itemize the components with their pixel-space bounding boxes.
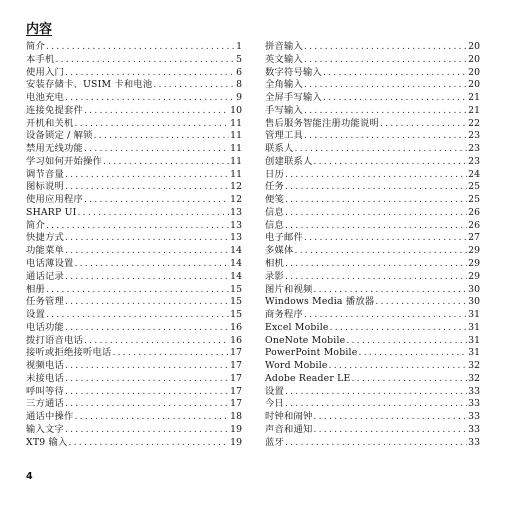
toc-entry-title: 管理工具: [265, 130, 303, 142]
dot-leader: [304, 130, 467, 143]
toc-entry-title: 未接电话: [26, 372, 64, 384]
toc-entry-title: 图片和视频: [265, 283, 313, 295]
toc-entry-page: 29: [468, 258, 480, 270]
toc-entry-title: 设备锁定 / 解锁: [26, 130, 93, 142]
toc-entry-title: 售后服务智能注册功能说明: [265, 117, 379, 129]
dot-leader: [65, 67, 235, 80]
toc-entry[interactable]: [26, 424, 242, 437]
toc-entry-title: 视频电话: [26, 360, 64, 372]
toc-entry-page: 30: [468, 283, 480, 295]
toc-entry[interactable]: [26, 411, 242, 424]
toc-entry-page: 13: [230, 219, 242, 231]
toc-entry-title: Adobe Reader LE: [265, 372, 351, 384]
toc-entry-title: 功能菜单: [26, 245, 64, 257]
toc-entry[interactable]: [265, 347, 480, 360]
toc-entry[interactable]: [265, 245, 480, 258]
toc-entry-title: 信息: [265, 206, 284, 218]
toc-entry-title: 蓝牙: [265, 436, 284, 448]
toc-entry-page: 27: [468, 232, 480, 244]
toc-entry[interactable]: [265, 156, 480, 169]
dot-leader: [153, 79, 235, 92]
toc-entry[interactable]: [265, 220, 480, 233]
toc-entry-title: 相机: [265, 258, 284, 270]
toc-entry-title: 连接免提套件: [26, 104, 83, 116]
toc-entry[interactable]: [265, 92, 480, 105]
dot-leader: [65, 181, 229, 194]
toc-entry-title: OneNote Mobile: [265, 334, 346, 346]
toc-entry-title: 全屏手写输入: [265, 92, 322, 104]
toc-entry-page: 26: [468, 219, 480, 231]
toc-entry[interactable]: [265, 67, 480, 80]
toc-entry-page: 16: [230, 321, 242, 333]
dot-leader: [94, 130, 230, 143]
toc-entry-title: 接听或拒绝接听电话: [26, 347, 112, 359]
toc-entry-page: 6: [236, 66, 242, 78]
toc-entry-title: 电池充电: [26, 92, 64, 104]
toc-entry-title: 呼叫等待: [26, 385, 64, 397]
dot-leader: [68, 437, 229, 450]
toc-entry-title: 快捷方式: [26, 232, 64, 244]
dot-leader: [330, 322, 468, 335]
toc-entry-page: 12: [230, 181, 242, 193]
toc-entry-title: 录影: [265, 270, 284, 282]
toc-entry-page: 25: [468, 181, 480, 193]
toc-entry-title: 今日: [265, 398, 284, 410]
toc-entry-page: 16: [230, 334, 242, 346]
toc-entry-page: 20: [468, 53, 480, 65]
toc-entry-title: 拨打语音电话: [26, 334, 83, 346]
toc-entry-title: Word Mobile: [265, 360, 328, 372]
toc-entry[interactable]: [26, 156, 242, 169]
toc-entry-page: 33: [468, 411, 480, 423]
toc-entry-page: 23: [468, 155, 480, 167]
toc-entry-page: 29: [468, 270, 480, 282]
toc-entry[interactable]: [265, 232, 480, 245]
toc-entry-page: 13: [230, 206, 242, 218]
dot-leader: [304, 41, 467, 54]
toc-column-left: [26, 41, 242, 450]
dot-leader: [65, 296, 229, 309]
toc-entry-page: 5: [236, 53, 242, 65]
toc-entry-page: 31: [468, 347, 480, 359]
toc-entry[interactable]: [26, 194, 242, 207]
toc-entry-page: 11: [230, 155, 242, 167]
dot-leader: [75, 118, 230, 131]
dot-leader: [285, 207, 467, 220]
toc-entry-title: 拼音输入: [265, 41, 303, 52]
toc-entry[interactable]: [26, 143, 242, 156]
toc-entry-title: 日历: [265, 168, 284, 180]
toc-entry-page: 24: [468, 168, 480, 180]
toc-entry-page: 33: [468, 398, 480, 410]
toc-entry[interactable]: [265, 296, 480, 309]
toc-entry-page: 19: [230, 436, 242, 448]
dot-leader: [285, 271, 467, 284]
toc-entry[interactable]: [26, 335, 242, 348]
dot-leader: [285, 194, 467, 207]
toc-entry[interactable]: [265, 54, 480, 67]
toc-entry[interactable]: [265, 322, 480, 335]
toc-entry-page: 14: [230, 270, 242, 282]
toc-entry-page: 31: [468, 321, 480, 333]
toc-entry-title: 三方通话: [26, 398, 64, 410]
dot-leader: [314, 411, 468, 424]
dot-leader: [112, 347, 229, 360]
toc-entry-title: Excel Mobile: [265, 321, 329, 333]
toc-entry[interactable]: [26, 232, 242, 245]
toc-entry-page: 33: [468, 423, 480, 435]
dot-leader: [314, 284, 468, 297]
toc-entry-title: 任务: [265, 181, 284, 193]
dot-leader: [323, 67, 467, 80]
dot-leader: [285, 258, 467, 271]
toc-entry-page: 23: [468, 143, 480, 155]
toc-entry[interactable]: [26, 398, 242, 411]
toc-entry[interactable]: [26, 258, 242, 271]
dot-leader: [46, 220, 229, 233]
toc-entry-page: 10: [230, 104, 242, 116]
toc-entry[interactable]: [26, 54, 242, 67]
toc-entry[interactable]: [26, 67, 242, 80]
toc-entry[interactable]: [26, 386, 242, 399]
toc-entry-page: 21: [468, 104, 480, 116]
dot-leader: [346, 335, 467, 348]
toc-entry-page: 17: [230, 372, 242, 384]
toc-entry-title: 联系人: [265, 143, 294, 155]
dot-leader: [75, 258, 230, 271]
toc-entry[interactable]: [265, 181, 480, 194]
toc-entry-title: 设置: [265, 385, 284, 397]
toc-entry[interactable]: [265, 309, 480, 322]
toc-entry-page: 17: [230, 360, 242, 372]
toc-entry[interactable]: [26, 169, 242, 182]
toc-entry-title: 通话记录: [26, 270, 64, 282]
dot-leader: [285, 220, 467, 233]
dot-leader: [304, 309, 467, 322]
toc-entry[interactable]: [26, 437, 242, 450]
dot-leader: [84, 335, 229, 348]
toc-entry-page: 23: [468, 130, 480, 142]
toc-entry[interactable]: [265, 130, 480, 143]
toc-entry-page: 14: [230, 245, 242, 257]
toc-entry-page: 1: [236, 41, 242, 52]
toc-entry-page: 17: [230, 347, 242, 359]
toc-entry-page: 12: [230, 194, 242, 206]
toc-entry-title: 设置: [26, 309, 45, 321]
dot-leader: [65, 386, 229, 399]
toc-entry-page: 33: [468, 436, 480, 448]
dot-leader: [65, 360, 229, 373]
toc-entry-page: 17: [230, 385, 242, 397]
page-number: 4: [26, 471, 33, 482]
toc-entry-page: 15: [230, 309, 242, 321]
toc-entry-title: 多媒体: [265, 245, 294, 257]
toc-entry-title: 简介: [26, 219, 45, 231]
toc-entry-page: 11: [230, 130, 242, 142]
dot-leader: [46, 41, 235, 54]
toc-entry-page: 20: [468, 41, 480, 52]
dot-leader: [304, 105, 467, 118]
dot-leader: [329, 360, 468, 373]
toc-entry[interactable]: [26, 271, 242, 284]
toc-entry[interactable]: [265, 271, 480, 284]
dot-leader: [285, 181, 467, 194]
toc-entry-page: 17: [230, 398, 242, 410]
toc-entry-title: SHARP UI: [26, 206, 77, 218]
toc-entry-title: 使用应用程序: [26, 194, 83, 206]
dot-leader: [352, 373, 468, 386]
toc-entry-title: 禁用无线功能: [26, 143, 83, 155]
toc-entry[interactable]: [265, 411, 480, 424]
toc-entry[interactable]: [265, 258, 480, 271]
toc-entry-page: 11: [230, 143, 242, 155]
toc-entry[interactable]: [26, 92, 242, 105]
toc-entry-page: 18: [230, 411, 242, 423]
toc-entry-page: 33: [468, 385, 480, 397]
dot-leader: [65, 169, 229, 182]
dot-leader: [285, 398, 467, 411]
toc-entry[interactable]: [26, 373, 242, 386]
dot-leader: [84, 143, 229, 156]
toc-entry[interactable]: [26, 105, 242, 118]
toc-entry-page: 30: [468, 296, 480, 308]
toc-entry[interactable]: [26, 130, 242, 143]
toc-entry[interactable]: [26, 284, 242, 297]
toc-entry[interactable]: [265, 284, 480, 297]
toc-entry-page: 32: [468, 360, 480, 372]
toc-entry[interactable]: [265, 386, 480, 399]
dot-leader: [56, 54, 236, 67]
toc-entry-title: 数字符号输入: [265, 66, 322, 78]
toc-entry-title: 电话薄设置: [26, 258, 74, 270]
toc-entry-page: 25: [468, 194, 480, 206]
toc-entry-title: PowerPoint Mobile: [265, 347, 358, 359]
toc-entry[interactable]: [265, 335, 480, 348]
toc-entry-title: XT9 输入: [26, 436, 68, 448]
toc-entry[interactable]: [265, 79, 480, 92]
toc-entry-page: 15: [230, 283, 242, 295]
toc-entry[interactable]: [26, 347, 242, 360]
toc-entry-title: 通话中操作: [26, 411, 74, 423]
toc-entry[interactable]: [265, 373, 480, 386]
dot-leader: [65, 322, 229, 335]
toc-entry[interactable]: [265, 207, 480, 220]
toc-entry-page: 20: [468, 66, 480, 78]
toc-entry-page: 20: [468, 79, 480, 91]
toc-entry-title: 创建联系人: [265, 155, 313, 167]
toc-entry-title: 时钟和闹钟: [265, 411, 313, 423]
toc-entry-title: Windows Media 播放器: [265, 296, 375, 308]
toc-entry[interactable]: [26, 309, 242, 322]
dot-leader: [304, 79, 467, 92]
dot-leader: [375, 296, 467, 309]
dot-leader: [78, 207, 230, 220]
toc-entry-page: 32: [468, 372, 480, 384]
toc-entry[interactable]: [26, 322, 242, 335]
toc-entry[interactable]: [265, 143, 480, 156]
toc-entry[interactable]: [265, 194, 480, 207]
dot-leader: [84, 194, 229, 207]
dot-leader: [84, 105, 229, 118]
toc-entry-page: 14: [230, 258, 242, 270]
toc-entry-page: 11: [230, 168, 242, 180]
toc-entry[interactable]: [26, 245, 242, 258]
toc-entry-page: 31: [468, 334, 480, 346]
toc-entry[interactable]: [26, 296, 242, 309]
dot-leader: [358, 347, 467, 360]
toc-entry-title: 商务程序: [265, 309, 303, 321]
dot-leader: [295, 143, 468, 156]
dot-leader: [75, 411, 230, 424]
dot-leader: [65, 232, 229, 245]
toc-entry[interactable]: [265, 169, 480, 182]
dot-leader: [65, 245, 229, 258]
toc-entry-page: 13: [230, 232, 242, 244]
toc-entry-title: 调节音量: [26, 168, 64, 180]
toc-entry-title: 图标说明: [26, 181, 64, 193]
dot-leader: [285, 386, 467, 399]
toc-entry[interactable]: [26, 118, 242, 131]
toc-entry-title: 学习如何开始操作: [26, 155, 102, 167]
toc-entry[interactable]: [26, 181, 242, 194]
toc-entry-page: 21: [468, 92, 480, 104]
toc-entry-title: 全角输入: [265, 79, 303, 91]
toc-entry-title: 简介: [26, 41, 45, 52]
toc-entry[interactable]: [26, 207, 242, 220]
toc-entry-title: 电话功能: [26, 321, 64, 333]
toc-entry-page: 29: [468, 245, 480, 257]
toc-entry-page: 8: [236, 79, 242, 91]
toc-entry-page: 26: [468, 206, 480, 218]
toc-entry-title: 声音和通知: [265, 423, 313, 435]
dot-leader: [304, 54, 467, 67]
toc-entry-title: 电子邮件: [265, 232, 303, 244]
dot-leader: [65, 271, 229, 284]
toc-entry[interactable]: [26, 41, 242, 54]
toc-entry-title: 使用入门: [26, 66, 64, 78]
toc-entry-page: 15: [230, 296, 242, 308]
dot-leader: [65, 398, 229, 411]
toc-entry[interactable]: [265, 424, 480, 437]
toc-entry-page: 31: [468, 309, 480, 321]
toc-entry[interactable]: [265, 437, 480, 450]
toc-entry[interactable]: [26, 79, 242, 92]
dot-leader: [314, 424, 468, 437]
toc-entry[interactable]: [26, 360, 242, 373]
toc-entry-title: 本手机: [26, 53, 55, 65]
dot-leader: [314, 156, 468, 169]
dot-leader: [304, 232, 467, 245]
dot-leader: [103, 156, 229, 169]
dot-leader: [65, 424, 229, 437]
toc-entry-page: 11: [230, 117, 242, 129]
dot-leader: [285, 437, 467, 450]
toc-entry[interactable]: [265, 398, 480, 411]
toc-entry[interactable]: [265, 360, 480, 373]
toc-column-right: [265, 41, 480, 450]
toc-entry-page: 9: [236, 92, 242, 104]
toc-entry[interactable]: [26, 220, 242, 233]
dot-leader: [65, 92, 235, 105]
dot-leader: [65, 373, 229, 386]
toc-entry-title: 安装存储卡、USIM 卡和电池: [26, 79, 153, 91]
dot-leader: [323, 92, 467, 105]
toc-entry-page: 22: [468, 117, 480, 129]
dot-leader: [380, 118, 467, 131]
toc-entry-title: 信息: [265, 219, 284, 231]
toc-entry-title: 英文输入: [265, 53, 303, 65]
toc-entry-title: 开机和关机: [26, 117, 74, 129]
dot-leader: [295, 245, 468, 258]
toc-entry-title: 便笺: [265, 194, 284, 206]
toc-entry-title: 相册: [26, 283, 45, 295]
dot-leader: [285, 169, 467, 182]
toc-entry-page: 19: [230, 423, 242, 435]
dot-leader: [46, 309, 229, 322]
page-title: 内容: [26, 22, 53, 37]
toc-entry-title: 任务管理: [26, 296, 64, 308]
dot-leader: [46, 284, 229, 297]
toc-entry[interactable]: [265, 105, 480, 118]
toc-entry-title: 手写输入: [265, 104, 303, 116]
toc-entry[interactable]: [265, 118, 480, 131]
toc-entry[interactable]: [265, 41, 480, 54]
toc-entry-title: 输入文字: [26, 423, 64, 435]
